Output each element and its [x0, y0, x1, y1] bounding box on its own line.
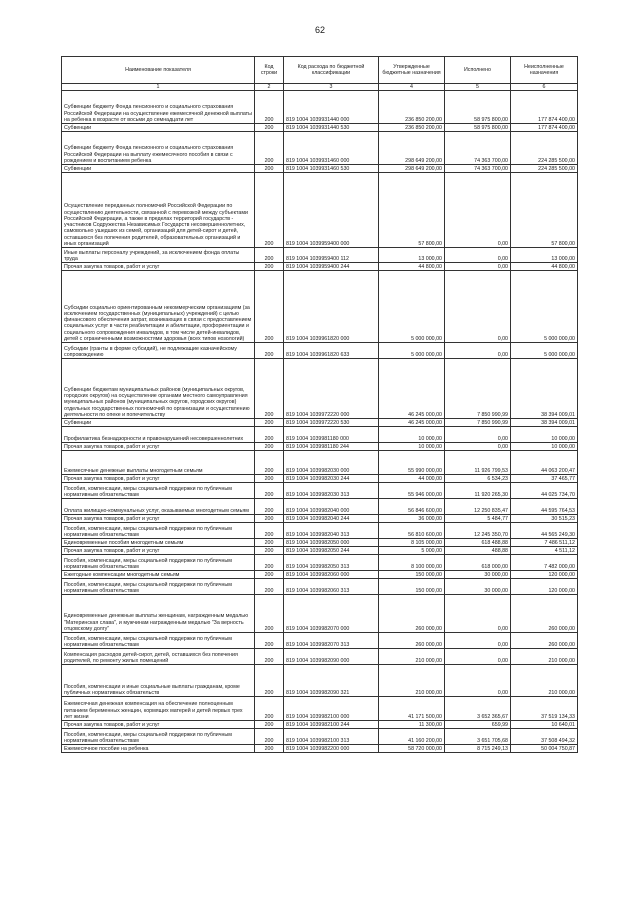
table-row [62, 173, 578, 248]
row-code-cell: 200 [255, 165, 284, 173]
indicator-name-cell: Субвенции [62, 419, 255, 427]
column-number: 2 [255, 84, 284, 91]
executed-amount-cell: 7 850 990,99 [445, 419, 511, 427]
classification-code-cell: 819 1004 1039981180 000 [284, 427, 379, 443]
indicator-name-cell: Ежегодные компенсации многодетным семьям [62, 571, 255, 579]
unexecuted-amount-cell: 224 285 500,00 [511, 165, 578, 173]
approved-amount-cell: 41 171 500,00 [379, 697, 445, 721]
unexecuted-amount-cell: 37 465,77 [511, 475, 578, 483]
table-row [62, 483, 578, 499]
indicator-name-cell: Субвенции бюджету Фонда пенсионного и социального страхования Российской Федерации на выплату ежемесячного пособия в связи с рождением и воспитанием ребенка [62, 132, 255, 165]
row-code-cell: 200 [255, 729, 284, 745]
unexecuted-amount-cell: 57 800,00 [511, 173, 578, 248]
executed-amount-cell: 659,99 [445, 721, 511, 729]
unexecuted-amount-cell: 38 394 009,01 [511, 359, 578, 419]
unexecuted-amount-cell: 44 595 764,53 [511, 499, 578, 515]
classification-code-cell: 819 1004 1039982100 313 [284, 729, 379, 745]
row-code-cell: 200 [255, 547, 284, 555]
executed-amount-cell: 12 250 835,47 [445, 499, 511, 515]
table-header [62, 57, 578, 91]
executed-amount-cell: 3 651 705,68 [445, 729, 511, 745]
classification-code-cell: 819 1004 1039959400 244 [284, 263, 379, 271]
unexecuted-amount-cell: 177 874 400,00 [511, 124, 578, 132]
indicator-name-cell: Ежемесячные денежные выплаты многодетным семьям [62, 451, 255, 475]
budget-execution-table [61, 56, 578, 753]
row-code-cell: 200 [255, 419, 284, 427]
approved-amount-cell: 56 846 600,00 [379, 499, 445, 515]
column-number: 1 [62, 84, 255, 91]
approved-amount-cell: 44 800,00 [379, 263, 445, 271]
indicator-name-cell: Прочая закупка товаров, работ и услуг [62, 475, 255, 483]
row-code-cell: 200 [255, 571, 284, 579]
table-row [62, 165, 578, 173]
classification-code-cell: 819 1004 1039982060 313 [284, 579, 379, 595]
executed-amount-cell: 488,88 [445, 547, 511, 555]
classification-code-cell: 819 1004 1039982070 313 [284, 633, 379, 649]
approved-amount-cell: 5 000 000,00 [379, 271, 445, 343]
row-code-cell: 200 [255, 633, 284, 649]
indicator-name-cell: Пособия, компенсации, меры социальной поддержки по публичным нормативным обязательствам [62, 729, 255, 745]
table-row [62, 515, 578, 523]
unexecuted-amount-cell: 7 482 000,00 [511, 555, 578, 571]
indicator-name-cell: Единовременные денежные выплаты женщинам, награжденным медалью "Материнская слава", и мужчинам награжденным медалью "За верность отцовскому долгу" [62, 595, 255, 633]
unexecuted-amount-cell: 44 025 734,70 [511, 483, 578, 499]
classification-code-cell: 819 1004 1039961820 000 [284, 271, 379, 343]
approved-amount-cell: 150 000,00 [379, 579, 445, 595]
unexecuted-amount-cell: 10 000,00 [511, 427, 578, 443]
indicator-name-cell: Прочая закупка товаров, работ и услуг [62, 443, 255, 451]
indicator-name-cell: Ежемесячная денежная компенсация на обеспечение полноценным питанием беременных женщин, кормящих матерей и детей первых трех лет жизни [62, 697, 255, 721]
row-code-cell: 200 [255, 263, 284, 271]
row-code-cell: 200 [255, 271, 284, 343]
row-code-cell: 200 [255, 359, 284, 419]
classification-code-cell: 819 1004 1039982060 000 [284, 571, 379, 579]
row-code-cell: 200 [255, 343, 284, 359]
indicator-name-cell: Пособия, компенсации и иные социальные выплаты гражданам, кроме публичных нормативных обязательств [62, 665, 255, 697]
indicator-name-cell: Пособия, компенсации, меры социальной поддержки по публичным нормативным обязательствам [62, 633, 255, 649]
classification-code-cell: 819 1004 1039982050 244 [284, 547, 379, 555]
classification-code-cell: 819 1004 1039961820 633 [284, 343, 379, 359]
row-code-cell: 200 [255, 173, 284, 248]
unexecuted-amount-cell: 10 000,00 [511, 443, 578, 451]
table-row [62, 547, 578, 555]
executed-amount-cell: 7 850 990,99 [445, 359, 511, 419]
unexecuted-amount-cell: 30 515,23 [511, 515, 578, 523]
column-number: 5 [445, 84, 511, 91]
indicator-name-cell: Иные выплаты персоналу учреждений, за исключением фонда оплаты труда [62, 248, 255, 263]
approved-amount-cell: 55 990 000,00 [379, 451, 445, 475]
table-row [62, 419, 578, 427]
executed-amount-cell: 0,00 [445, 633, 511, 649]
executed-amount-cell: 74 363 700,00 [445, 132, 511, 165]
classification-code-cell: 819 1004 1039972220 530 [284, 419, 379, 427]
unexecuted-amount-cell: 224 285 500,00 [511, 132, 578, 165]
classification-code-cell: 819 1004 1039982030 244 [284, 475, 379, 483]
executed-amount-cell: 5 484,77 [445, 515, 511, 523]
unexecuted-amount-cell: 177 874 400,00 [511, 91, 578, 124]
indicator-name-cell: Субвенции бюджету Фонда пенсионного и социального страхования Российской Федерации на осуществление ежемесячной денежной выплаты на ребенка в возрасте от восьми до семнадцати лет [62, 91, 255, 124]
classification-code-cell: 819 1004 1039931460 530 [284, 165, 379, 173]
row-code-cell: 200 [255, 132, 284, 165]
executed-amount-cell: 0,00 [445, 173, 511, 248]
executed-amount-cell: 8 715 249,13 [445, 745, 511, 753]
classification-code-cell: 819 1004 1039982070 000 [284, 595, 379, 633]
classification-code-cell: 819 1004 1039982090 321 [284, 665, 379, 697]
unexecuted-amount-cell: 44 063 200,47 [511, 451, 578, 475]
table-row [62, 523, 578, 539]
row-code-cell: 200 [255, 697, 284, 721]
approved-amount-cell: 8 100 000,00 [379, 555, 445, 571]
approved-amount-cell: 44 000,00 [379, 475, 445, 483]
unexecuted-amount-cell: 260 000,00 [511, 633, 578, 649]
approved-amount-cell: 260 000,00 [379, 595, 445, 633]
row-code-cell: 200 [255, 499, 284, 515]
row-code-cell: 200 [255, 443, 284, 451]
table-row [62, 721, 578, 729]
executed-amount-cell: 30 000,00 [445, 571, 511, 579]
indicator-name-cell: Осуществление переданных полномочий Российской Федерации по осуществлению деятельности, связанной с перевозкой между субъектами Российской Федерации, а также в пределах территорий государств - участников Содружества Независимых Государств несовершеннолетних, самовольно ушедших из семей, организаций для детей-сирот и детей, оставшихся без попечения родителей, образовательных организаций и иных организаций [62, 173, 255, 248]
classification-code-cell: 819 1004 1039931460 000 [284, 132, 379, 165]
approved-amount-cell: 36 000,00 [379, 515, 445, 523]
approved-amount-cell: 55 946 000,00 [379, 483, 445, 499]
executed-amount-cell: 58 975 800,00 [445, 91, 511, 124]
unexecuted-amount-cell: 7 486 511,12 [511, 539, 578, 547]
approved-amount-cell: 57 800,00 [379, 173, 445, 248]
row-code-cell: 200 [255, 555, 284, 571]
row-code-cell: 200 [255, 475, 284, 483]
header-executed: Исполнено [445, 57, 511, 84]
table-row [62, 263, 578, 271]
unexecuted-amount-cell: 120 000,00 [511, 579, 578, 595]
executed-amount-cell: 0,00 [445, 427, 511, 443]
approved-amount-cell: 10 000,00 [379, 427, 445, 443]
row-code-cell: 200 [255, 91, 284, 124]
table-row [62, 271, 578, 343]
column-number: 4 [379, 84, 445, 91]
executed-amount-cell: 0,00 [445, 443, 511, 451]
approved-amount-cell: 298 649 200,00 [379, 165, 445, 173]
table-row [62, 451, 578, 475]
unexecuted-amount-cell: 38 394 009,01 [511, 419, 578, 427]
indicator-name-cell: Единовременные пособия многодетным семьям [62, 539, 255, 547]
executed-amount-cell: 11 926 799,53 [445, 451, 511, 475]
row-code-cell: 200 [255, 595, 284, 633]
unexecuted-amount-cell: 210 000,00 [511, 665, 578, 697]
table-row [62, 745, 578, 753]
unexecuted-amount-cell: 5 000 000,00 [511, 343, 578, 359]
unexecuted-amount-cell: 4 511,12 [511, 547, 578, 555]
executed-amount-cell: 0,00 [445, 343, 511, 359]
indicator-name-cell: Компенсация расходов детей-сирот, детей, оставшихся без попечения родителей, по ремонту жилых помещений [62, 649, 255, 665]
approved-amount-cell: 13 000,00 [379, 248, 445, 263]
table-row [62, 91, 578, 124]
row-code-cell: 200 [255, 427, 284, 443]
table-row [62, 649, 578, 665]
approved-amount-cell: 10 000,00 [379, 443, 445, 451]
table-row [62, 499, 578, 515]
approved-amount-cell: 46 245 000,00 [379, 359, 445, 419]
table-row [62, 697, 578, 721]
row-code-cell: 200 [255, 483, 284, 499]
header-approved: Утвержденные бюджетные назначения [379, 57, 445, 84]
classification-code-cell: 819 1004 1039982030 313 [284, 483, 379, 499]
approved-amount-cell: 5 000,00 [379, 547, 445, 555]
classification-code-cell: 819 1004 1039981180 244 [284, 443, 379, 451]
unexecuted-amount-cell: 44 565 249,30 [511, 523, 578, 539]
indicator-name-cell: Субвенции [62, 124, 255, 132]
executed-amount-cell: 12 245 350,70 [445, 523, 511, 539]
executed-amount-cell: 30 000,00 [445, 579, 511, 595]
unexecuted-amount-cell: 37 508 494,32 [511, 729, 578, 745]
classification-code-cell: 819 1004 1039982040 244 [284, 515, 379, 523]
table-row [62, 579, 578, 595]
table-body [62, 91, 578, 753]
header-indicator-name: Наименование показателя [62, 57, 255, 84]
table-row [62, 443, 578, 451]
indicator-name-cell: Пособия, компенсации, меры социальной поддержки по публичным нормативным обязательствам [62, 523, 255, 539]
executed-amount-cell: 0,00 [445, 649, 511, 665]
row-code-cell: 200 [255, 721, 284, 729]
indicator-name-cell: Прочая закупка товаров, работ и услуг [62, 515, 255, 523]
approved-amount-cell: 58 720 000,00 [379, 745, 445, 753]
unexecuted-amount-cell: 210 000,00 [511, 649, 578, 665]
row-code-cell: 200 [255, 451, 284, 475]
table-row [62, 571, 578, 579]
table-row [62, 633, 578, 649]
indicator-name-cell: Субсидии (гранты в форме субсидий), не подлежащие казначейскому сопровождению [62, 343, 255, 359]
classification-code-cell: 819 1004 1039959400 112 [284, 248, 379, 263]
approved-amount-cell: 260 000,00 [379, 633, 445, 649]
classification-code-cell: 819 1004 1039982040 000 [284, 499, 379, 515]
indicator-name-cell: Ежемесячное пособие на ребенка [62, 745, 255, 753]
indicator-name-cell: Пособия, компенсации, меры социальной поддержки по публичным нормативным обязательствам [62, 483, 255, 499]
table-row [62, 475, 578, 483]
indicator-name-cell: Пособия, компенсации, меры социальной поддержки по публичным нормативным обязательствам [62, 555, 255, 571]
row-code-cell: 200 [255, 665, 284, 697]
header-unexecuted: Неисполненные назначения [511, 57, 578, 84]
column-number-row [62, 84, 578, 91]
executed-amount-cell: 58 975 800,00 [445, 124, 511, 132]
indicator-name-cell: Прочая закупка товаров, работ и услуг [62, 721, 255, 729]
column-number: 6 [511, 84, 578, 91]
executed-amount-cell: 0,00 [445, 271, 511, 343]
executed-amount-cell: 11 920 265,30 [445, 483, 511, 499]
approved-amount-cell: 210 000,00 [379, 665, 445, 697]
table-row [62, 248, 578, 263]
table-row [62, 359, 578, 419]
approved-amount-cell: 41 160 200,00 [379, 729, 445, 745]
row-code-cell: 200 [255, 745, 284, 753]
executed-amount-cell: 0,00 [445, 248, 511, 263]
row-code-cell: 200 [255, 248, 284, 263]
row-code-cell: 200 [255, 523, 284, 539]
unexecuted-amount-cell: 260 000,00 [511, 595, 578, 633]
row-code-cell: 200 [255, 579, 284, 595]
table-row [62, 555, 578, 571]
executed-amount-cell: 618 488,88 [445, 539, 511, 547]
indicator-name-cell: Субвенции бюджетам муниципальных районов (муниципальных округов, городских округов) на осуществление органами местного самоуправления муниципальных районов (муниципальных округов, городских округов) отдельных государственных полномочий по организации и осуществлению деятельности по опеке и попечительству [62, 359, 255, 419]
classification-code-cell: 819 1004 1039982200 000 [284, 745, 379, 753]
approved-amount-cell: 46 245 000,00 [379, 419, 445, 427]
executed-amount-cell: 0,00 [445, 665, 511, 697]
header-row [62, 57, 578, 84]
approved-amount-cell: 298 649 200,00 [379, 132, 445, 165]
indicator-name-cell: Прочая закупка товаров, работ и услуг [62, 547, 255, 555]
table-row [62, 539, 578, 547]
table-row [62, 343, 578, 359]
indicator-name-cell: Прочая закупка товаров, работ и услуг [62, 263, 255, 271]
unexecuted-amount-cell: 5 000 000,00 [511, 271, 578, 343]
executed-amount-cell: 74 363 700,00 [445, 165, 511, 173]
row-code-cell: 200 [255, 539, 284, 547]
page-number: 62 [314, 25, 325, 35]
executed-amount-cell: 6 534,23 [445, 475, 511, 483]
table-row [62, 427, 578, 443]
header-row-code: Код строки [255, 57, 284, 84]
table-row [62, 132, 578, 165]
row-code-cell: 200 [255, 124, 284, 132]
classification-code-cell: 819 1004 1039982090 000 [284, 649, 379, 665]
classification-code-cell: 819 1004 1039982100 244 [284, 721, 379, 729]
approved-amount-cell: 8 105 000,00 [379, 539, 445, 547]
approved-amount-cell: 11 300,00 [379, 721, 445, 729]
unexecuted-amount-cell: 10 640,01 [511, 721, 578, 729]
approved-amount-cell: 236 850 200,00 [379, 91, 445, 124]
indicator-name-cell: Пособия, компенсации, меры социальной поддержки по публичным нормативным обязательствам [62, 579, 255, 595]
classification-code-cell: 819 1004 1039931440 530 [284, 124, 379, 132]
unexecuted-amount-cell: 44 800,00 [511, 263, 578, 271]
classification-code-cell: 819 1004 1039931440 000 [284, 91, 379, 124]
unexecuted-amount-cell: 37 519 134,33 [511, 697, 578, 721]
approved-amount-cell: 150 000,00 [379, 571, 445, 579]
row-code-cell: 200 [255, 515, 284, 523]
executed-amount-cell: 0,00 [445, 595, 511, 633]
header-budget-classification: Код расхода по бюджетной классификации [284, 57, 379, 84]
classification-code-cell: 819 1004 1039959400 000 [284, 173, 379, 248]
row-code-cell: 200 [255, 649, 284, 665]
executed-amount-cell: 3 652 365,67 [445, 697, 511, 721]
executed-amount-cell: 0,00 [445, 263, 511, 271]
approved-amount-cell: 210 000,00 [379, 649, 445, 665]
classification-code-cell: 819 1004 1039982100 000 [284, 697, 379, 721]
unexecuted-amount-cell: 50 004 750,87 [511, 745, 578, 753]
classification-code-cell: 819 1004 1039982030 000 [284, 451, 379, 475]
table-row [62, 729, 578, 745]
approved-amount-cell: 236 850 200,00 [379, 124, 445, 132]
unexecuted-amount-cell: 120 000,00 [511, 571, 578, 579]
table-row [62, 595, 578, 633]
table-row [62, 665, 578, 697]
indicator-name-cell: Профилактика безнадзорности и правонарушений несовершеннолетних [62, 427, 255, 443]
executed-amount-cell: 618 000,00 [445, 555, 511, 571]
approved-amount-cell: 5 000 000,00 [379, 343, 445, 359]
unexecuted-amount-cell: 13 000,00 [511, 248, 578, 263]
indicator-name-cell: Субвенции [62, 165, 255, 173]
indicator-name-cell: Оплата жилищно-коммунальных услуг, оказываемых многодетным семьям [62, 499, 255, 515]
table-row [62, 124, 578, 132]
column-number: 3 [284, 84, 379, 91]
approved-amount-cell: 56 810 600,00 [379, 523, 445, 539]
indicator-name-cell: Субсидии социально ориентированным некоммерческим организациям (за исключением государственных (муниципальных) учреждений) с целью финансового обеспечения затрат, возникающих в связи с предоставлением социальных услуг в части реабилитации и абилитации, профориентации и социального сопровождения инвалидов, в том числе детей-инвалидов, детей с ограниченными возможностями здоровья (всех типов нозологий) [62, 271, 255, 343]
classification-code-cell: 819 1004 1039982050 313 [284, 555, 379, 571]
classification-code-cell: 819 1004 1039982040 313 [284, 523, 379, 539]
classification-code-cell: 819 1004 1039972220 000 [284, 359, 379, 419]
classification-code-cell: 819 1004 1039982050 000 [284, 539, 379, 547]
